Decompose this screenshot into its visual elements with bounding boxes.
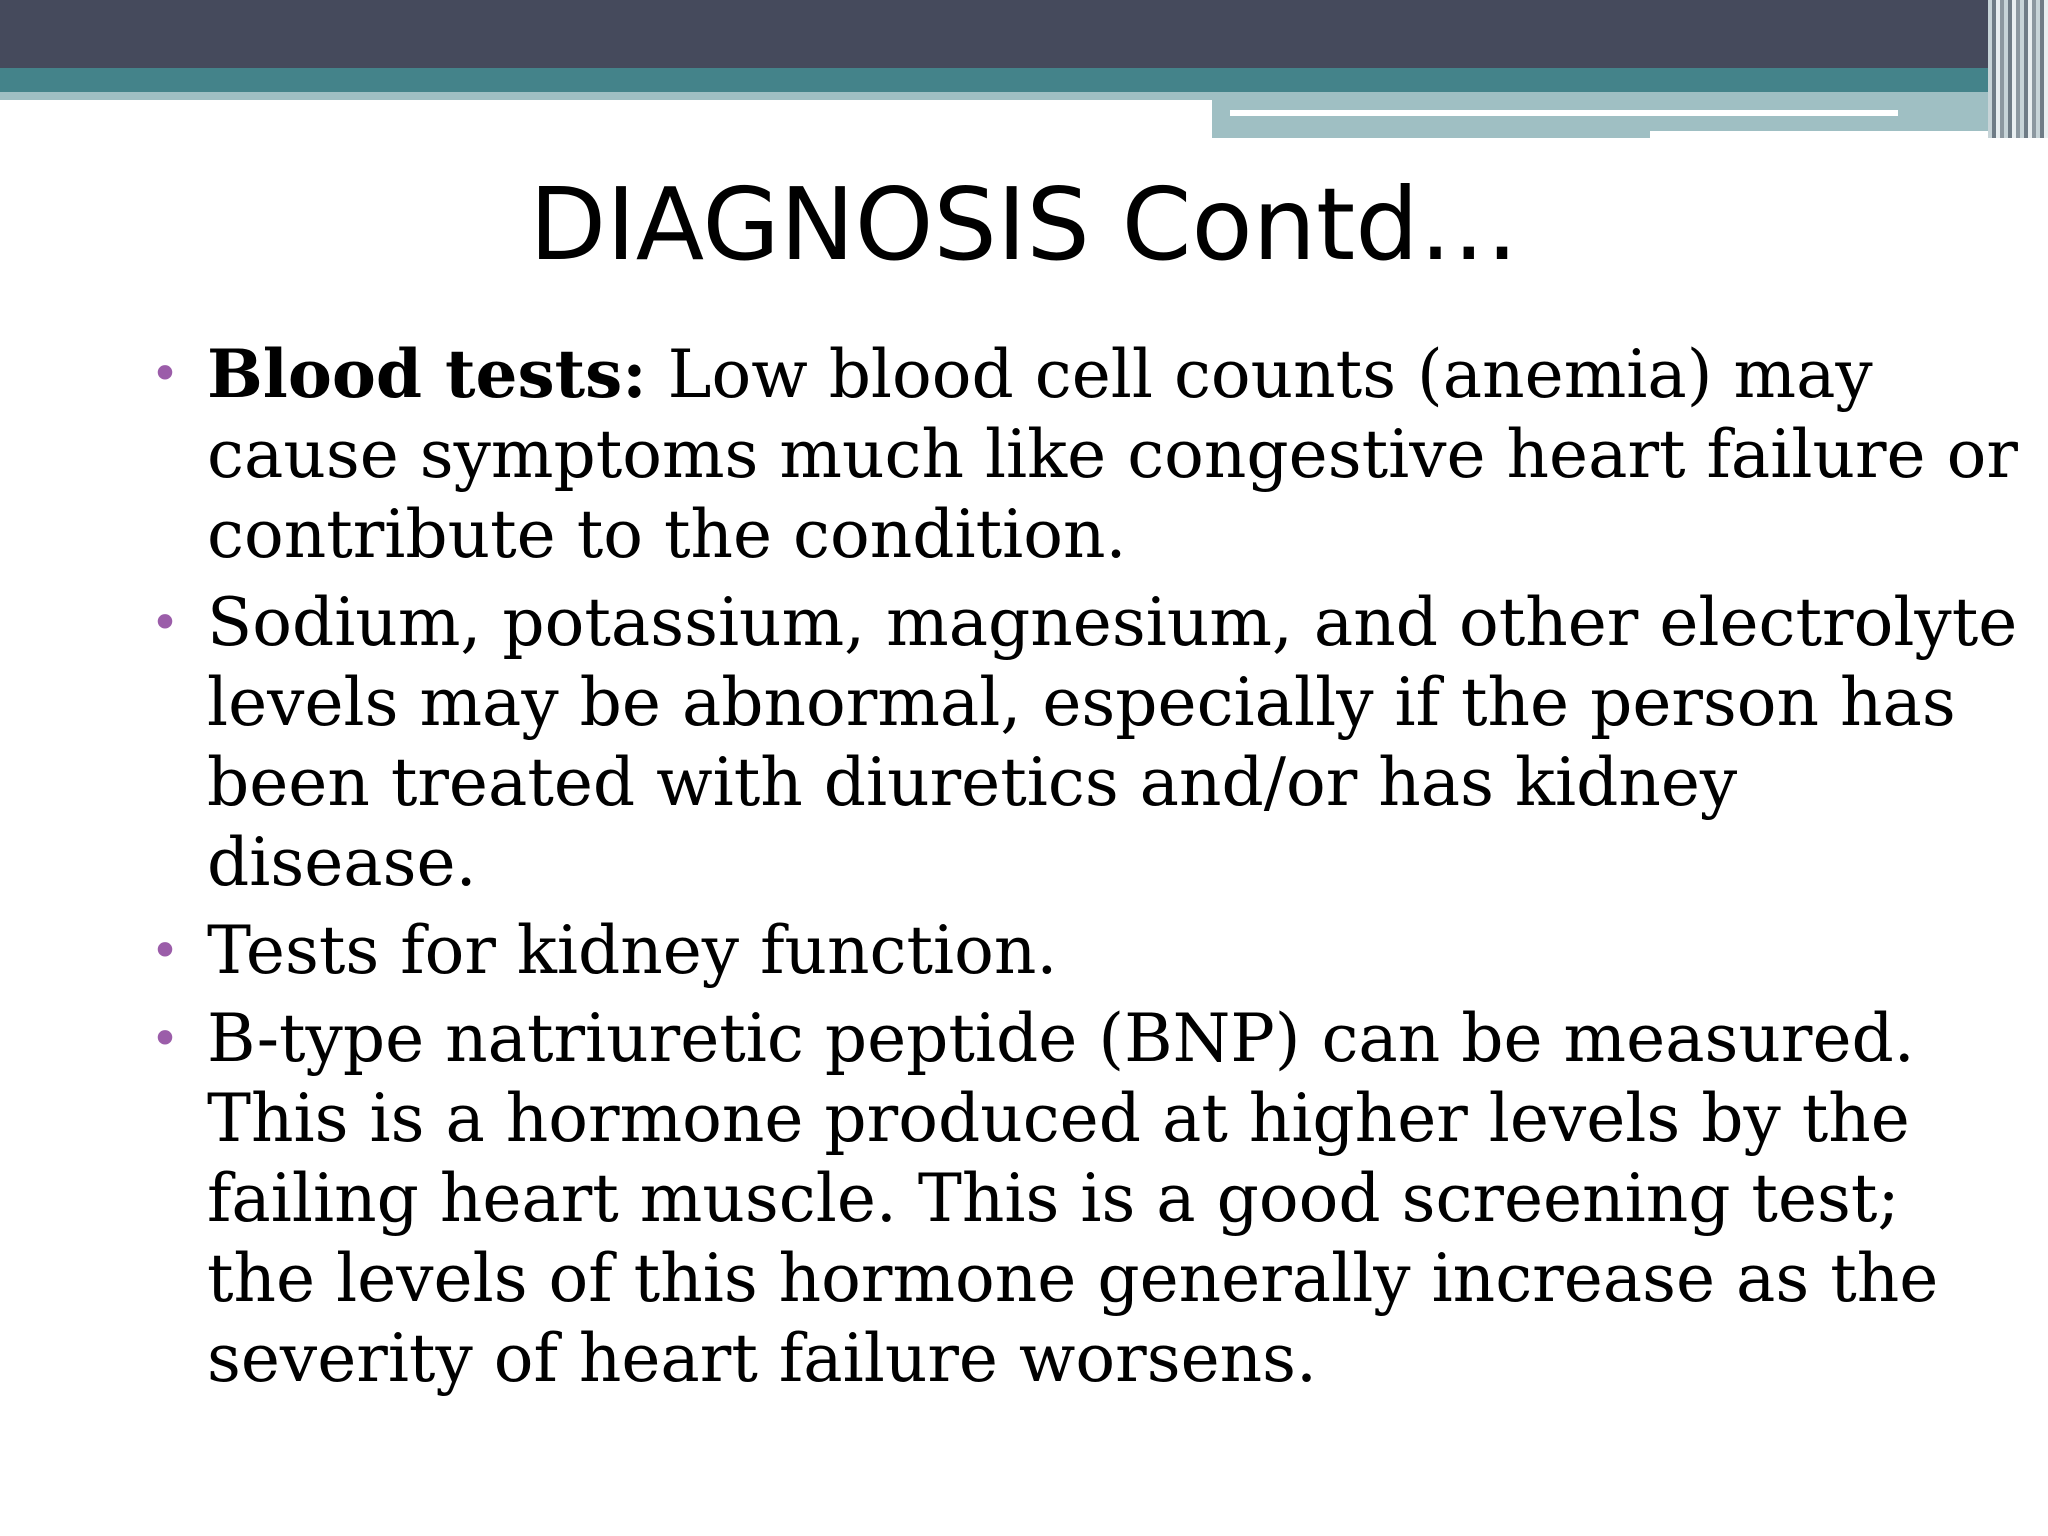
header-accent-line xyxy=(1230,110,1898,116)
bullet-icon: • xyxy=(150,922,180,980)
header-edge-stripes xyxy=(1988,0,2048,138)
bullet-item-blood-tests xyxy=(145,334,2025,575)
bullet-lead: Blood tests: xyxy=(207,335,647,413)
header-banner-light-left xyxy=(0,92,1212,100)
bullet-list xyxy=(145,334,2025,1407)
bullet-text: Tests for kidney function. xyxy=(207,912,1058,989)
bullet-icon: • xyxy=(150,594,180,652)
bullet-text: B-type natriuretic peptide (BNP) can be measured. This is a hormone produced at higher levels by the failing heart muscle. This is a good screening test; the levels of this hormone generally increase as the severity of heart failure worsens. xyxy=(207,1000,1939,1397)
header-banner-dark xyxy=(0,0,2048,68)
bullet-icon: • xyxy=(150,345,180,403)
bullet-item-bnp xyxy=(145,999,2025,1399)
bullet-item-electrolytes xyxy=(145,583,2025,903)
bullet-text: Low blood cell counts (anemia) may cause symptoms much like congestive heart failure or contribute to the condition. xyxy=(207,336,2018,573)
slide-title: DIAGNOSIS Contd… xyxy=(529,166,1519,283)
bullet-item-kidney-function xyxy=(145,911,2025,991)
bullet-icon: • xyxy=(150,1010,180,1068)
header-accent-line-short xyxy=(1650,131,1990,138)
header-banner-teal xyxy=(0,68,1988,92)
bullet-text: Sodium, potassium, magnesium, and other electrolyte levels may be abnormal, especially if the person has been treated with diuretics and/or has kidney disease. xyxy=(207,584,2018,901)
